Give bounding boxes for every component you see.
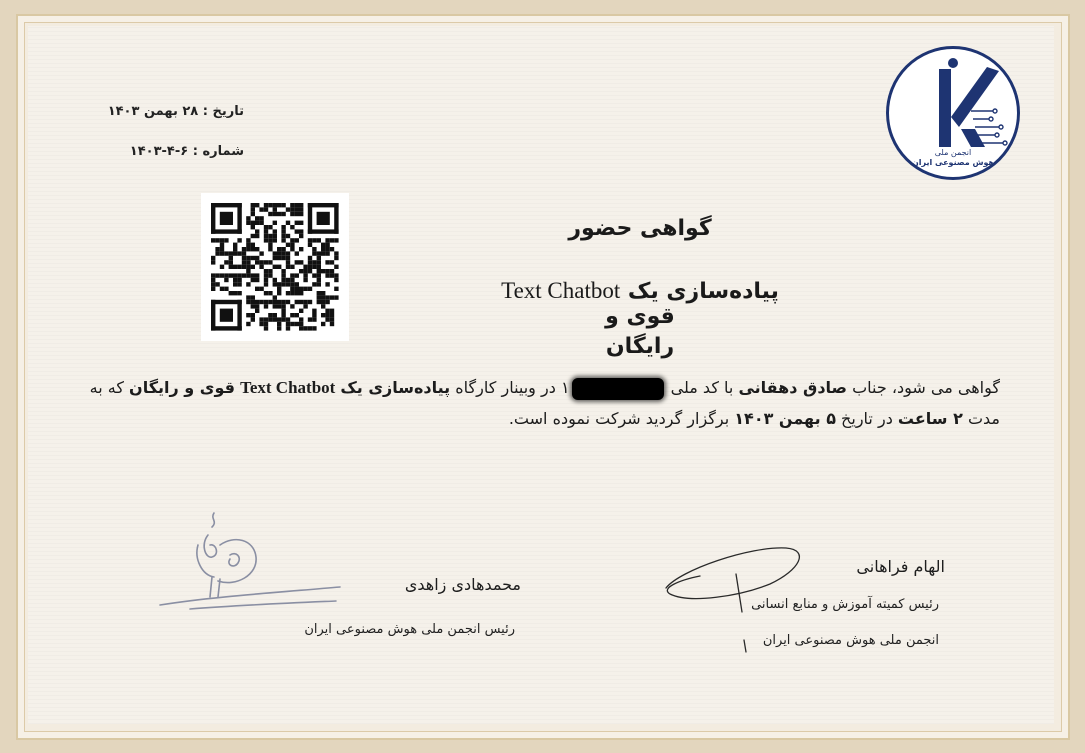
body-text-1: گواهی می شود، جناب xyxy=(852,378,1000,397)
issue-date: تاریخ : ۲۸ بهمن ۱۴۰۳ xyxy=(107,104,244,119)
right-signer-role: رئیس کمیته آموزش و منابع انسانی xyxy=(751,597,939,612)
certificate-body xyxy=(60,372,1000,434)
workshop-name-fa1: پیاده‌سازی یک xyxy=(340,378,451,397)
workshop-name-fa2: قوی و رایگان xyxy=(129,378,235,397)
body-text-4: که به مدت xyxy=(89,378,1000,428)
qr-code-icon xyxy=(201,193,349,341)
right-signer-org: انجمن ملی هوش مصنوعی ایران xyxy=(762,633,939,648)
workshop-date: ۵ بهمن ۱۴۰۳ xyxy=(734,409,836,428)
association-logo xyxy=(886,46,1020,180)
certificate-title: گواهی حضور xyxy=(568,216,712,241)
workshop-title-line3: رایگان xyxy=(605,334,675,359)
right-signer-name: الهام فراهانی xyxy=(856,557,945,576)
left-signature-image xyxy=(150,505,350,613)
qr-code xyxy=(201,193,349,341)
left-signer-name: محمدهادی زاهدی xyxy=(404,575,521,594)
body-text-3: در وبینار کارگاه xyxy=(455,378,556,397)
certificate-number: شماره : ۶-۴-۱۴۰۳ xyxy=(129,144,244,159)
national-id-tail: ۱ xyxy=(560,378,570,397)
workshop-title-en: Text Chatbot xyxy=(501,278,621,303)
body-text-2: با کد ملی xyxy=(670,378,734,397)
recipient-name: صادق دهقانی xyxy=(738,378,848,397)
redacted-national-id xyxy=(572,378,664,400)
workshop-title-prefix: پیاده‌سازی یک xyxy=(627,279,779,304)
workshop-title-line xyxy=(480,278,800,329)
left-signer-role: رئیس انجمن ملی هوش مصنوعی ایران xyxy=(304,622,515,637)
workshop-title-suffix: قوی و xyxy=(605,304,675,329)
body-text-5: در تاریخ xyxy=(841,409,893,428)
body-text-6: برگزار گردید شرکت نموده است. xyxy=(508,409,730,428)
workshop-duration: ۲ ساعت xyxy=(897,409,963,428)
logo-line1: انجمن ملی xyxy=(934,148,972,157)
workshop-name-en: Text Chatbot xyxy=(240,378,336,397)
logo-line2: هوش مصنوعی ایران xyxy=(911,158,995,167)
